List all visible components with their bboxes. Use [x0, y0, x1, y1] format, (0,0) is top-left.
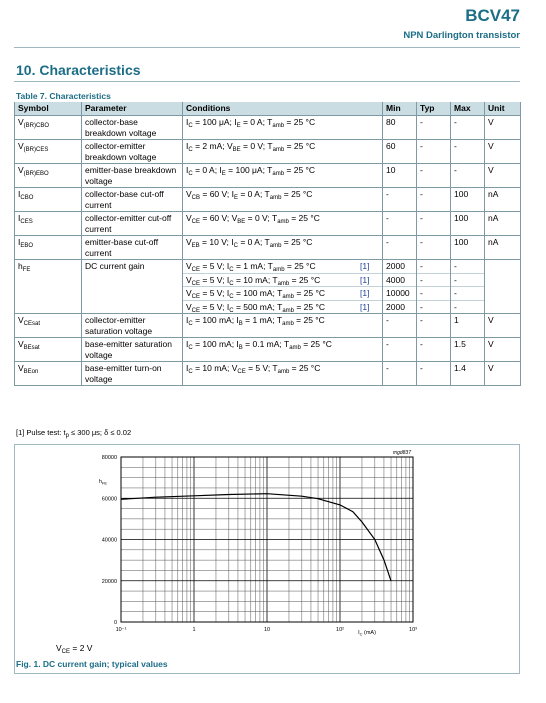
cell-conditions: $I_C = 100$ μA; $I_E = 0$ A; $T_{amb} = 25$ °C [183, 116, 348, 140]
cell-symbol: $V_{(BR)CES}$ [15, 140, 82, 164]
section-divider [14, 81, 520, 82]
cell-typ: - [417, 236, 451, 260]
cell-conditions: $V_{CE} = 5$ V; $I_C = 100$ mA; $T_{amb} = 25$ °C [183, 287, 348, 301]
table-row [15, 362, 521, 386]
cell-parameter: emitter-base cut-off current [82, 236, 183, 260]
cell-symbol: $V_{(BR)CBO}$ [15, 116, 82, 140]
cell-unit: V [485, 338, 521, 362]
table-row [15, 314, 521, 338]
cell-conditions: $V_{CE} = 5$ V; $I_C = 1$ mA; $T_{amb} = 25$ °C [183, 260, 348, 274]
table-row [15, 236, 521, 260]
y-tick-label: 20000 [101, 578, 117, 585]
cell-symbol: $V_{BEsat}$ [15, 338, 82, 362]
cell-typ: - [417, 362, 451, 386]
cell-typ: - [417, 140, 451, 164]
cell-parameter: collector-base breakdown voltage [82, 116, 183, 140]
table-caption: Table 7. Characteristics [16, 91, 111, 101]
cell-conditions: $V_{CE} = 5$ V; $I_C = 10$ mA; $T_{amb} = 25$ °C [183, 273, 348, 287]
header-symbol: Symbol [15, 102, 82, 116]
cell-symbol: $I_{CBO}$ [15, 188, 82, 212]
cell-unit: nA [485, 212, 521, 236]
cell-max: 1.5 [451, 338, 485, 362]
cell-conditions: $V_{CB} = 60$ V; $I_E = 0$ A; $T_{amb} = 25$ °C [183, 188, 348, 212]
x-tick-label: 10² [336, 627, 344, 633]
cell-note-ref [348, 164, 383, 188]
cell-min: 2000 [383, 300, 417, 314]
cell-symbol: $I_{EBO}$ [15, 236, 82, 260]
cell-max: 100 [451, 236, 485, 260]
x-tick-label: 10⁻¹ [115, 627, 127, 633]
y-tick-label: 80000 [101, 455, 117, 461]
cell-min: - [383, 212, 417, 236]
cell-symbol: $h_{FE}$ [15, 260, 82, 314]
cell-min: 2000 [383, 260, 417, 274]
document-subtitle: NPN Darlington transistor [403, 30, 520, 41]
cell-parameter: collector-base cut-off current [82, 188, 183, 212]
cell-typ: - [417, 338, 451, 362]
cell-unit: V [485, 314, 521, 338]
cell-symbol: $V_{CEsat}$ [15, 314, 82, 338]
cell-min: 10 [383, 164, 417, 188]
cell-typ: - [417, 300, 451, 314]
cell-typ: - [417, 164, 451, 188]
cell-min: 80 [383, 116, 417, 140]
cell-symbol: $I_{CES}$ [15, 212, 82, 236]
cell-max: - [451, 287, 485, 301]
cell-conditions: $V_{CE} = 60$ V; $V_{BE} = 0$ V; $T_{amb} = 25$ °C [183, 212, 348, 236]
cell-typ: - [417, 116, 451, 140]
cell-max: - [451, 273, 485, 287]
cell-unit: V [485, 140, 521, 164]
cell-max: 100 [451, 212, 485, 236]
cell-unit: nA [485, 236, 521, 260]
figure-divider [14, 673, 520, 674]
cell-typ: - [417, 287, 451, 301]
cell-symbol: $V_{(BR)EBO}$ [15, 164, 82, 188]
x-tick-label: 10 [263, 627, 271, 633]
cell-conditions: $I_C = 10$ mA; $V_{CE} = 5$ V; $T_{amb} = 25$ °C [183, 362, 348, 386]
cell-conditions: $I_C = 100$ mA; $I_B = 1$ mA; $T_{amb} = 25$ °C [183, 314, 348, 338]
cell-max: - [451, 116, 485, 140]
cell-min: 10000 [383, 287, 417, 301]
footnote: [1] Pulse test: $t_p \le 300$ μs; δ ≤ 0.02 [16, 428, 132, 439]
cell-note-ref [348, 212, 383, 236]
cell-typ: - [417, 212, 451, 236]
cell-conditions: $I_C = 0$ A; $I_E = 100$ μA; $T_{amb} = 25$ °C [183, 164, 348, 188]
cell-parameter: emitter-base breakdown voltage [82, 164, 183, 188]
table-row [15, 212, 521, 236]
cell-conditions: $I_C = 100$ mA; $I_B = 0.1$ mA; $T_{amb} = 25$ °C [183, 338, 348, 362]
x-tick-label: 10³ [409, 627, 417, 633]
cell-min: 60 [383, 140, 417, 164]
table-row [15, 188, 521, 212]
table-row [15, 116, 521, 140]
cell-conditions: $V_{CE} = 5$ V; $I_C = 500$ mA; $T_{amb} = 25$ °C [183, 300, 348, 314]
header-max: Max [451, 102, 485, 116]
cell-note-ref[interactable]: [1] [348, 273, 383, 287]
cell-unit: V [485, 116, 521, 140]
cell-symbol: $V_{BEon}$ [15, 362, 82, 386]
x-axis-label: $I_C$ (mA) [358, 630, 376, 637]
x-tick-label: 1 [192, 627, 196, 633]
cell-parameter: collector-emitter breakdown voltage [82, 140, 183, 164]
cell-min: - [383, 236, 417, 260]
cell-note-ref [348, 236, 383, 260]
table-body [15, 116, 521, 386]
cell-note-ref [348, 116, 383, 140]
cell-note-ref [348, 362, 383, 386]
cell-max: - [451, 260, 485, 274]
table-header-row [15, 102, 521, 116]
cell-parameter: base-emitter saturation voltage [82, 338, 183, 362]
header-typ: Typ [417, 102, 451, 116]
cell-min: - [383, 338, 417, 362]
cell-max: - [451, 300, 485, 314]
table-row [15, 164, 521, 188]
cell-typ: - [417, 314, 451, 338]
cell-parameter: DC current gain [82, 260, 183, 314]
cell-parameter: base-emitter turn-on voltage [82, 362, 183, 386]
cell-conditions: $I_C = 2$ mA; $V_{BE} = 0$ V; $T_{amb} = 25$ °C [183, 140, 348, 164]
document-title: BCV47 [465, 6, 520, 25]
cell-max: 1 [451, 314, 485, 338]
cell-note-ref [348, 140, 383, 164]
cell-min: 4000 [383, 273, 417, 287]
cell-max: - [451, 164, 485, 188]
cell-conditions: $V_{EB} = 10$ V; $I_C = 0$ A; $T_{amb} = 25$ °C [183, 236, 348, 260]
chart-condition-label: $V_{CE} = 2$ V [56, 643, 93, 655]
header-unit: Unit [485, 102, 521, 116]
cell-note-ref [348, 314, 383, 338]
cell-typ: - [417, 260, 451, 274]
figure-caption: Fig. 1. DC current gain; typical values [16, 659, 168, 669]
series-line-hfe [121, 494, 391, 581]
cell-parameter: collector-emitter cut-off current [82, 212, 183, 236]
table-row [15, 338, 521, 362]
header-divider [14, 47, 520, 48]
characteristics-table [14, 102, 521, 386]
y-axis-label: $h_{FE}$ [98, 479, 108, 486]
cell-parameter: collector-emitter saturation voltage [82, 314, 183, 338]
figure-code: mgd837 [392, 450, 411, 456]
header-min: Min [383, 102, 417, 116]
dc-gain-chart [15, 445, 521, 675]
header-conditions: Conditions [183, 102, 383, 116]
cell-note-ref [348, 338, 383, 362]
cell-unit: nA [485, 188, 521, 212]
header-parameter: Parameter [82, 102, 183, 116]
cell-typ: - [417, 273, 451, 287]
cell-typ: - [417, 188, 451, 212]
cell-max: 100 [451, 188, 485, 212]
cell-note-ref[interactable]: [1] [348, 287, 383, 301]
cell-min: - [383, 362, 417, 386]
cell-note-ref[interactable]: [1] [348, 260, 383, 274]
cell-unit [485, 260, 521, 314]
cell-max: 1.4 [451, 362, 485, 386]
cell-unit: V [485, 362, 521, 386]
figure-box [14, 444, 520, 674]
cell-note-ref[interactable]: [1] [348, 300, 383, 314]
cell-max: - [451, 140, 485, 164]
section-title: 10. Characteristics [16, 62, 141, 78]
y-tick-label: 60000 [101, 496, 117, 503]
cell-min: - [383, 314, 417, 338]
y-tick-label: 0 [113, 620, 117, 626]
table-row [15, 140, 521, 164]
y-tick-label: 40000 [101, 537, 117, 544]
cell-min: - [383, 188, 417, 212]
cell-note-ref [348, 188, 383, 212]
table-row [15, 260, 521, 274]
cell-unit: V [485, 164, 521, 188]
